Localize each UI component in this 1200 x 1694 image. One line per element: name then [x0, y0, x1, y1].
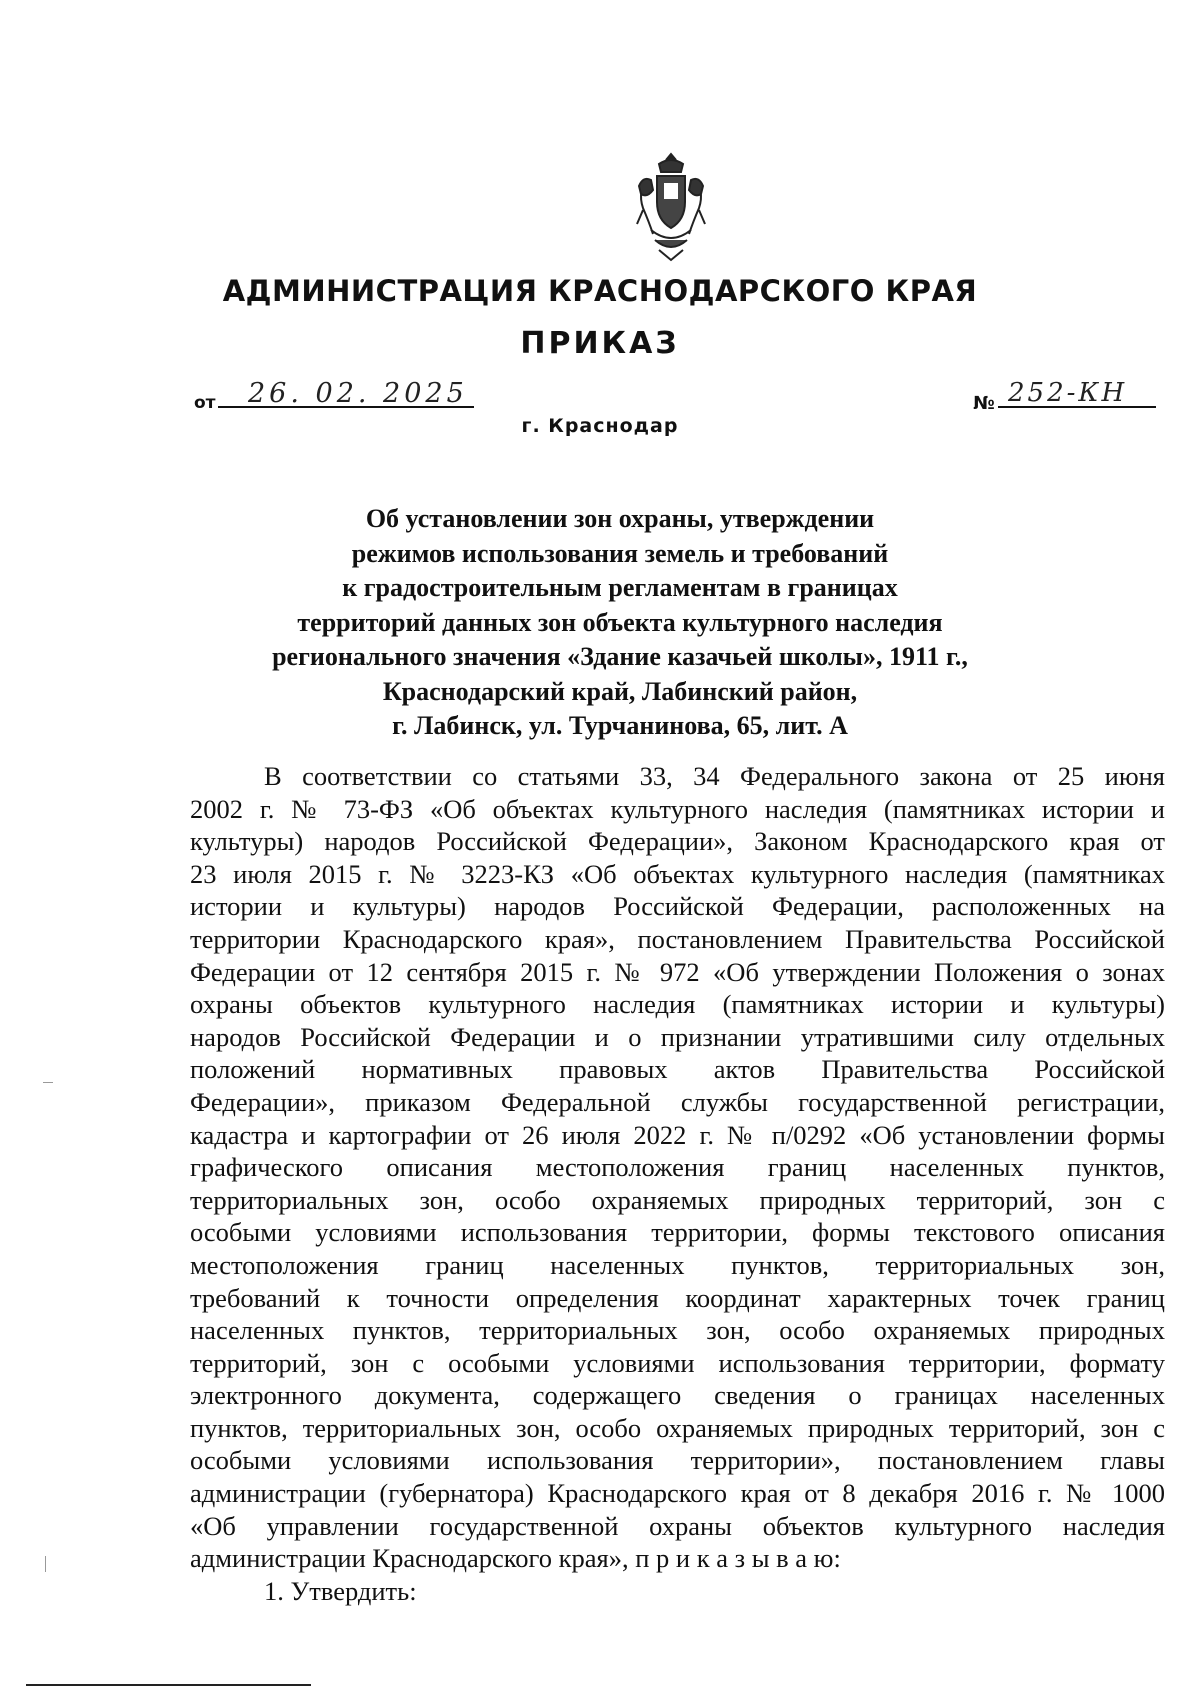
document-title: [200, 502, 1040, 744]
body-line: положений нормативных правовых актов Правительства Российской: [190, 1054, 1165, 1085]
title-line: регионального значения «Здание казачьей школы», 1911 г.,: [272, 642, 968, 671]
number-prefix: №: [973, 393, 995, 414]
body-line: графического описания местоположения границ населенных пунктов,: [190, 1152, 1165, 1183]
list-item: 1. Утвердить:: [264, 1575, 417, 1606]
body-line: 2002 г. № 73-ФЗ «Об объектах культурного наследия (памятниках истории и: [190, 793, 1165, 824]
body-line: В соответствии со статьями 33, 34 Федерального закона от 25 июня: [264, 761, 1165, 791]
title-line: Об установлении зон охраны, утверждении: [365, 504, 875, 533]
body-line: территориальных зон, особо охраняемых природных территорий, зон с: [190, 1184, 1165, 1215]
body-line: особыми условиями использования территории», постановлением главы: [190, 1445, 1165, 1476]
body-line: 23 июля 2015 г. № 3223-КЗ «Об объектах культурного наследия (памятниках: [190, 858, 1165, 889]
footer-divider: [26, 1684, 311, 1686]
body-line: Федерации от 12 сентября 2015 г. № 972 «Об утверждении Положения о зонах: [190, 956, 1165, 987]
body-line: «Об управлении государственной охраны объектов культурного наследия: [190, 1510, 1165, 1541]
body-line: кадастра и картографии от 26 июля 2022 г. № п/0292 «Об установлении формы: [190, 1119, 1165, 1150]
coat-of-arms-icon: [629, 150, 713, 265]
title-line: территорий данных зон объекта культурного наследия: [297, 607, 943, 637]
body-line: населенных пунктов, территориальных зон, особо охраняемых природных: [190, 1315, 1165, 1346]
body-line: пунктов, территориальных зон, особо охраняемых природных территорий, зон с: [190, 1412, 1165, 1443]
body-line: особыми условиями использования территории, формы текстового описания: [190, 1217, 1165, 1248]
body-line: Федерации», приказом Федеральной службы государственной регистрации,: [190, 1086, 1165, 1117]
title-line: режимов использования земель и требований: [351, 538, 889, 568]
title-line: г. Лабинск, ул. Турчанинова, 65, лит. А: [392, 711, 848, 740]
body-line: охраны объектов культурного наследия (памятниках истории и культуры): [190, 989, 1165, 1020]
date-handwritten: 26. 02. 2025: [248, 378, 468, 409]
city: г. Краснодар: [521, 415, 679, 437]
organization-name: АДМИНИСТРАЦИЯ КРАСНОДАРСКОГО КРАЯ: [222, 274, 978, 308]
title-line: к градостроительным регламентам в границах: [342, 573, 898, 602]
body-line: электронного документа, содержащего сведения о границах населенных: [190, 1380, 1165, 1411]
body-line: истории и культуры) народов Российской Федерации, расположенных на: [190, 891, 1165, 922]
document-body: [190, 760, 1165, 1607]
document-type: ПРИКАЗ: [520, 326, 680, 361]
body-line: требований к точности определения координат характерных точек границ: [190, 1282, 1165, 1313]
body-line: территории Краснодарского края», постановлением Правительства Российской: [190, 923, 1165, 954]
number-handwritten: 252-КН: [1008, 378, 1128, 408]
title-line: Краснодарский край, Лабинский район,: [382, 676, 858, 706]
date-prefix: от: [194, 393, 216, 413]
body-line: культуры) народов Российской Федерации», Законом Краснодарского края от: [190, 826, 1165, 857]
body-line: народов Российской Федерации и о признании утратившими силу отдельных: [190, 1021, 1165, 1052]
body-line: территорий, зон с особыми условиями использования территории, формату: [190, 1347, 1165, 1378]
scan-mark: [45, 1556, 46, 1572]
body-line: администрации (губернатора) Краснодарского края от 8 декабря 2016 г. № 1000: [190, 1478, 1165, 1509]
body-line: администрации Краснодарского края», п р и к а з ы в а ю:: [190, 1543, 841, 1574]
body-line: местоположения границ населенных пунктов, территориальных зон,: [190, 1249, 1165, 1280]
scan-mark: [43, 1082, 53, 1083]
